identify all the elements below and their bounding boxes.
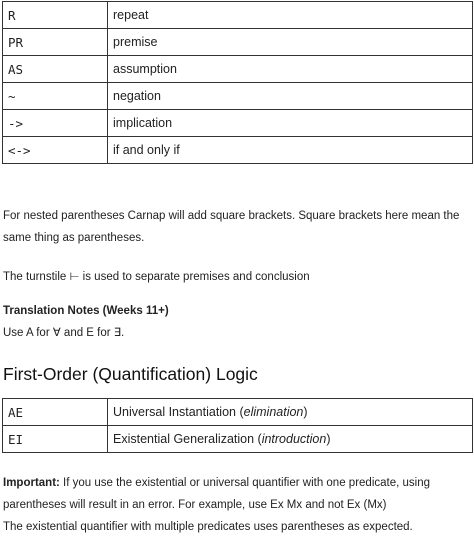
table-row — [3, 426, 473, 453]
rule-meaning — [108, 399, 473, 426]
fol-heading: First-Order (Quantification) Logic — [3, 364, 258, 384]
rule-meaning-text: Universal Instantiation ( — [113, 405, 244, 419]
rule-code: EI — [3, 426, 108, 453]
turnstile-note: The turnstile ⊢ is used to separate premises and conclusion — [3, 271, 310, 283]
symbol-meaning: negation — [108, 83, 473, 110]
symbol-meaning: premise — [108, 29, 473, 56]
rule-meaning-end: ) — [303, 405, 308, 419]
translation-heading: Translation Notes (Weeks 11+) — [3, 305, 169, 317]
rule-meaning-emphasis: introduction — [261, 432, 327, 446]
table-row — [3, 56, 473, 83]
symbol-meaning: assumption — [108, 56, 473, 83]
symbol-meaning: repeat — [108, 2, 473, 29]
symbol-table — [2, 1, 473, 164]
rule-meaning — [108, 426, 473, 453]
rule-meaning-text: Existential Generalization ( — [113, 432, 262, 446]
rule-code: AE — [3, 399, 108, 426]
fol-rules-table — [2, 398, 473, 453]
important-note — [3, 472, 469, 516]
rule-meaning-end: ) — [326, 432, 331, 446]
symbol-meaning: implication — [108, 110, 473, 137]
rule-meaning-emphasis: elimination — [243, 405, 304, 419]
table-row — [3, 399, 473, 426]
symbol-code: -> — [3, 110, 108, 137]
symbol-code: R — [3, 2, 108, 29]
important-label: Important: — [3, 477, 60, 489]
table-row — [3, 110, 473, 137]
symbol-meaning: if and only if — [108, 137, 473, 164]
symbol-code: PR — [3, 29, 108, 56]
predicates-note: The existential quantifier with multiple predicates uses parentheses as expected. — [3, 521, 413, 533]
table-row — [3, 83, 473, 110]
brackets-note: For nested parentheses Carnap will add square brackets. Square brackets here mean the same thing as parentheses. — [3, 210, 460, 244]
symbol-code: <-> — [3, 137, 108, 164]
table-row — [3, 2, 473, 29]
translation-note: Use A for ∀ and E for ∃. — [3, 327, 125, 339]
important-text: If you use the existential or universal quantifier with one predicate, using parentheses will result in an error. For example, use Ex Mx and not Ex (Mx) — [3, 477, 430, 511]
table-row — [3, 29, 473, 56]
symbol-code: AS — [3, 56, 108, 83]
table-row — [3, 137, 473, 164]
symbol-code: ~ — [3, 83, 108, 110]
